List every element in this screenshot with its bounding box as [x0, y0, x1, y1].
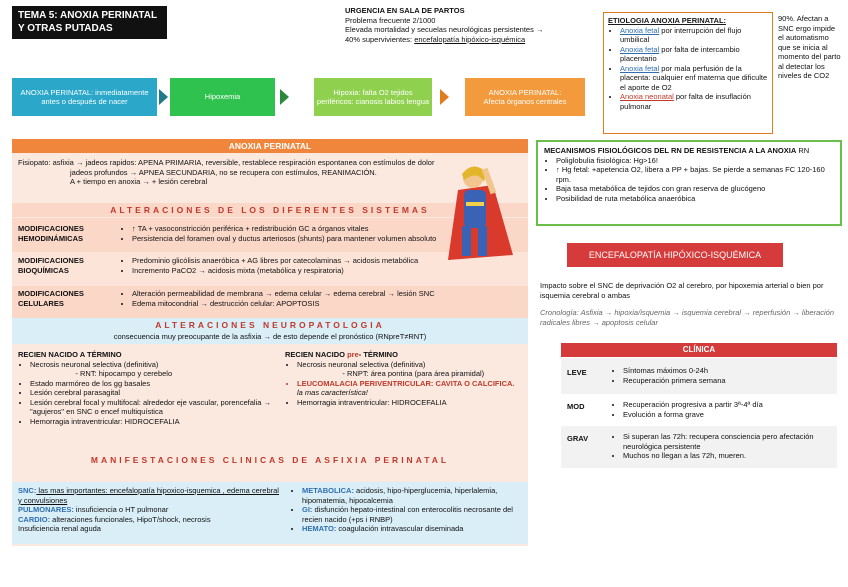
flow-step-anoxia: ANOXIA PERINATAL: inmediatamente antes o después de nacer — [12, 78, 157, 116]
impacto-text: Impacto sobre el SNC de deprivación O2 al cerebro, por hipoxemia arterial o bien por isquemia cerebral o ambas — [540, 281, 824, 300]
mortalidad-text: Elevada mortalidad y secuelas neurológicas persistentes → — [345, 25, 544, 34]
row-hemodinamicas: MODIFICACIONES HEMODINÁMICAS • ↑ TA + vasoconstricción periférica + redistribución GC a órganos vitales • Persistencia del foramen oval y ductus arteriosos (shunts) para mantener volumen absoluto — [12, 218, 528, 252]
list-item: • Anoxia fetal por interrupción del flujo umbilical — [620, 26, 768, 45]
arrow-icon — [440, 89, 449, 105]
clinica-row-leve: LEVE • Síntomas máximos 0-24h • Recuperación primera semana — [561, 358, 837, 394]
manif-left: SNC: las mas importantes: encefalopatía hipoxico-isquemica , edema cerebral y convulsiones PULMONARES: insuficiencia o HT pulmonar CARDIO: alteraciones funcionales, HipoT/shock, necrosis Insuficiencia renal aguda — [18, 486, 279, 533]
flow-step-hipoxia: Hipoxia: falta O2 tejidos periféricos: cianosis labios lengua — [314, 78, 432, 116]
manif-right: • METABOLICA: acidosis, hipo-hiperglucemia, hiperlalemia, hipomatemia, hipocalcemia • GI: disfunción hepato-intestinal con enterocolitis necrosante del recien nacido (+ps i RNBP) • HEMATO: coagulación intravascular diseminada — [290, 486, 520, 534]
manif-title: MANIFESTACIONES CLINICAS DE ASFIXIA PERINATAL — [90, 455, 450, 465]
page-title: TEMA 5: ANOXIA PERINATAL Y OTRAS PUTADAS — [12, 6, 167, 39]
supervivientes-link: encefalopatía hipóxico-isquémica — [414, 34, 526, 44]
header-block — [345, 6, 595, 44]
mecanismos-box: MECANISMOS FISIOLÓGICOS DEL RN DE RESISTENCIA A LA ANOXIA RN • Poliglobulia fisiológica: Hg>16! • ↑ Hg fetal: +apetencia O2, libera a PP + bajas. Se pierde a semanas FC 120-160 rpm. • Baja tasa metabólica de tejidos con gran reserva de glucógeno • Posibilidad de ruta metabólica anaeróbica — [536, 140, 842, 226]
etiologia-side-note: 90%. Afectan a SNC ergo impide el automatismo que se inicia al momento del parto al detectar los niveles de CO2 — [778, 14, 841, 80]
neuro-title: ALTERACIONES NEUROPATOLOGIA — [155, 320, 385, 330]
row-celulares: MODIFICACIONES CELULARES • Alteración permeabilidad de membrana → edema celular → edema cerebral → lesión SNC • Edema mitocondrial → destrucción celular: APOPTOSIS — [12, 286, 528, 318]
list-item: • Anoxia fetal por mala perfusión de la placenta: cualquier enf materna que dificulte el aporte de O2 — [620, 64, 768, 93]
rnpre-column: RECIEN NACIDO pre- TÉRMINO • Necrosis neuronal selectiva (definitiva) - RNPT: área pontina (para área piramidal) • LEUCOMALACIA PERIVENTRICULAR: CAVITA O CALCIFICA. la mas característica! • Hemorragia intraventricular: HIDROCEFALIA — [285, 350, 525, 407]
problema-text: Problema frecuente 2/1000 — [345, 15, 436, 25]
rnt-column: RECIEN NACIDO A TÉRMINO • Necrosis neuronal selectiva (definitiva) - RNT: hipocampo y cerebelo • Estado marmóreo de los gg basales • Lesión cerebral parasagital • Lesión cerebral focal y multifocal: alrededor eje vascular, porencefalia → "agujeros" en SNC o encef multiquística • Hemorragia intraventricular: HIDROCEFALIA — [18, 350, 280, 426]
clinica-row-grav: GRAV • Si superan las 72h: recupera consciencia pero afectación neurológica persistente • Muchos no llegan a las 72h, mueren. — [561, 426, 837, 468]
etiologia-title: ETIOLOGIA ANOXIA PERINATAL: — [608, 16, 727, 25]
superhero-illustration — [438, 160, 518, 265]
cronologia-text: Cronología: Asfixia → hipoxia/isquemia → isquemia cerebral → reperfusión → liberación radicales libres → apoptosis celular — [540, 308, 835, 327]
list-item: • Anoxia neonatal por falta de insuflación pulmonar — [620, 92, 768, 111]
row-bioquimicas: MODIFICACIONES BIOQUÍMICAS • Predominio glicólisis anaeróbica + AG libres por catecolaminas → acidosis metabólica • Incremento PaCO2 → acidosis mixta (metabólica y respiratoria) — [12, 252, 528, 286]
arrow-icon — [280, 89, 289, 105]
urgencia-text: URGENCIA EN SALA DE PARTOS — [345, 6, 465, 15]
leg-right — [478, 226, 487, 256]
clinica-row-mod: MOD • Recuperación progresiva a partir 3ª-4ª día • Evolución a forma grave — [561, 394, 837, 426]
etiologia-box — [603, 12, 773, 134]
alteraciones-title: ALTERACIONES DE LOS DIFERENTES SISTEMAS — [12, 203, 528, 217]
fisiopato-text: Fisiopato: asfixia → jadeos rapidos: APENA PRIMARIA, reversible, restablece respiración espontanea con estímulos de dolor jadeos profundos → APNEA SECUNDARIA, no se recupera con estímulos, REANIMACIÓN. A + tiempo en anoxia → + lesión cerebral — [18, 158, 435, 186]
belt-shape — [466, 202, 484, 206]
list-item: • Anoxia fetal por falta de intercambio placentario — [620, 45, 768, 64]
clinica-title: CLÍNICA — [561, 343, 837, 357]
anoxia-panel-title: ANOXIA PERINATAL — [12, 139, 528, 153]
neuro-subtitle: consecuencia muy preocupante de la asfixia → de esto depende el pronóstico (RNpreT≠RNT) — [113, 332, 427, 341]
body-shape — [464, 190, 486, 228]
encefalopatia-title: ENCEFALOPATÍA HIPÓXICO-ISQUÉMICA — [567, 243, 783, 267]
leg-left — [462, 226, 471, 256]
flow-step-anoxia-central: ANOXIA PERINATAL: Afecta órganos centrales — [465, 78, 585, 116]
supervivientes-prefix: 40% supervivientes: — [345, 34, 413, 44]
arrow-icon — [159, 89, 168, 105]
flow-step-hipoxemia: Hipoxemia — [170, 78, 275, 116]
